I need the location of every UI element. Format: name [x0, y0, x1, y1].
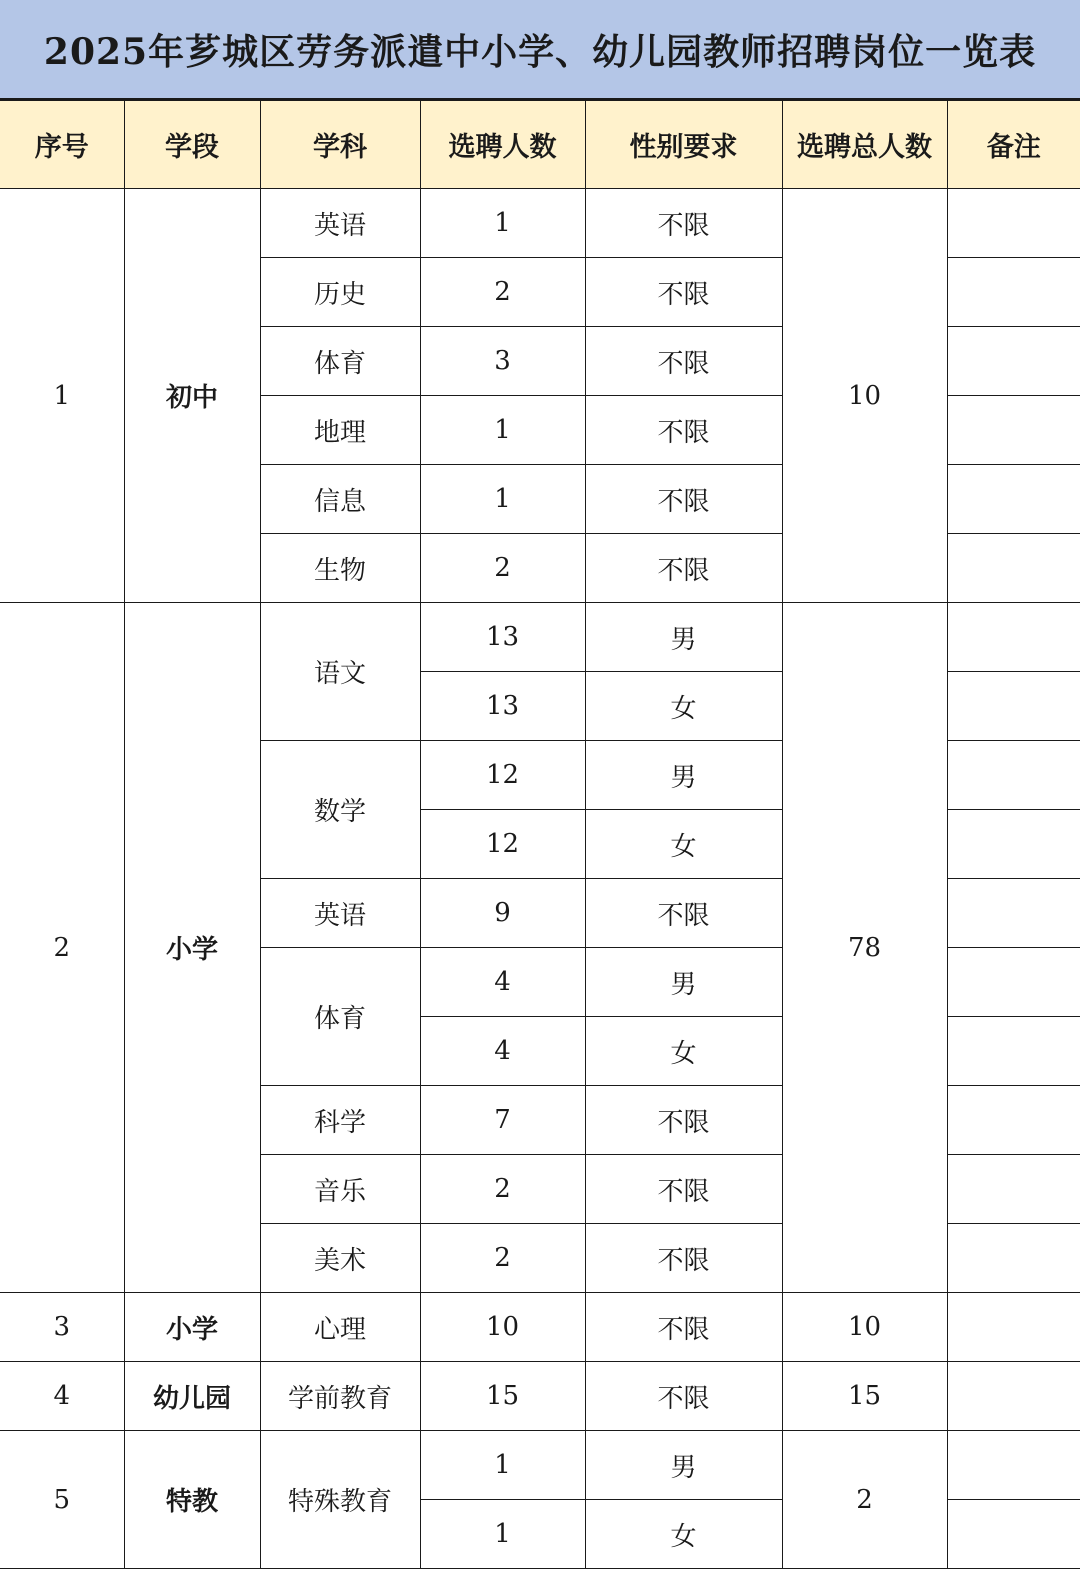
stage-cell: 幼儿园 — [124, 1362, 260, 1431]
gender-cell: 不限 — [585, 1362, 782, 1431]
gender-cell: 女 — [585, 672, 782, 741]
stage-cell: 小学 — [124, 1293, 260, 1362]
gender-cell: 不限 — [585, 1155, 782, 1224]
note-cell — [947, 1431, 1080, 1500]
note-cell — [947, 879, 1080, 948]
gender-cell: 女 — [585, 810, 782, 879]
stage-cell: 小学 — [124, 603, 260, 1293]
subject-cell: 生物 — [260, 534, 420, 603]
index-cell: 3 — [0, 1293, 124, 1362]
count-cell: 12 — [420, 741, 585, 810]
note-cell — [947, 1500, 1080, 1569]
note-cell — [947, 672, 1080, 741]
note-cell — [947, 1155, 1080, 1224]
gender-cell: 男 — [585, 948, 782, 1017]
stage-cell: 特教 — [124, 1431, 260, 1569]
count-cell: 2 — [420, 1224, 585, 1293]
total-cell: 10 — [782, 1293, 947, 1362]
note-cell — [947, 465, 1080, 534]
gender-cell: 不限 — [585, 327, 782, 396]
table-row — [0, 1293, 1080, 1362]
count-cell: 1 — [420, 1431, 585, 1500]
total-cell: 2 — [782, 1431, 947, 1569]
header-note: 备注 — [947, 101, 1080, 189]
count-cell: 13 — [420, 603, 585, 672]
gender-cell: 不限 — [585, 258, 782, 327]
header-index: 序号 — [0, 101, 124, 189]
count-cell: 1 — [420, 465, 585, 534]
page-title: 2025年芗城区劳务派遣中小学、幼儿园教师招聘岗位一览表 — [43, 30, 1037, 73]
gender-cell: 男 — [585, 741, 782, 810]
count-cell: 12 — [420, 810, 585, 879]
subject-cell: 体育 — [260, 327, 420, 396]
subject-cell: 心理 — [260, 1293, 420, 1362]
gender-cell: 不限 — [585, 879, 782, 948]
gender-cell: 不限 — [585, 1224, 782, 1293]
header-subject: 学科 — [260, 101, 420, 189]
note-cell — [947, 603, 1080, 672]
subject-cell: 体育 — [260, 948, 420, 1086]
subject-cell: 音乐 — [260, 1155, 420, 1224]
count-cell: 7 — [420, 1086, 585, 1155]
note-cell — [947, 534, 1080, 603]
count-cell: 1 — [420, 396, 585, 465]
gender-cell: 不限 — [585, 534, 782, 603]
index-cell: 5 — [0, 1431, 124, 1569]
note-cell — [947, 396, 1080, 465]
note-cell — [947, 741, 1080, 810]
subject-cell: 特殊教育 — [260, 1431, 420, 1569]
subject-cell: 英语 — [260, 879, 420, 948]
subject-cell: 地理 — [260, 396, 420, 465]
header-total: 选聘总人数 — [782, 101, 947, 189]
table-row — [0, 1362, 1080, 1431]
note-cell — [947, 189, 1080, 258]
gender-cell: 不限 — [585, 1293, 782, 1362]
table-row — [0, 189, 1080, 258]
gender-cell: 不限 — [585, 396, 782, 465]
index-cell: 1 — [0, 189, 124, 603]
count-cell: 4 — [420, 1017, 585, 1086]
subject-cell: 科学 — [260, 1086, 420, 1155]
note-cell — [947, 1362, 1080, 1431]
note-cell — [947, 1224, 1080, 1293]
index-cell: 2 — [0, 603, 124, 1293]
gender-cell: 女 — [585, 1500, 782, 1569]
gender-cell: 不限 — [585, 1086, 782, 1155]
title-bar — [0, 0, 1080, 100]
count-cell: 4 — [420, 948, 585, 1017]
subject-cell: 历史 — [260, 258, 420, 327]
note-cell — [947, 1086, 1080, 1155]
count-cell: 9 — [420, 879, 585, 948]
index-cell: 4 — [0, 1362, 124, 1431]
recruitment-table — [0, 100, 1080, 1569]
count-cell: 15 — [420, 1362, 585, 1431]
note-cell — [947, 258, 1080, 327]
total-cell: 10 — [782, 189, 947, 603]
count-cell: 1 — [420, 1500, 585, 1569]
gender-cell: 不限 — [585, 465, 782, 534]
count-cell: 10 — [420, 1293, 585, 1362]
count-cell: 1 — [420, 189, 585, 258]
gender-cell: 女 — [585, 1017, 782, 1086]
header-gender: 性别要求 — [585, 101, 782, 189]
subject-cell: 信息 — [260, 465, 420, 534]
subject-cell: 学前教育 — [260, 1362, 420, 1431]
stage-cell: 初中 — [124, 189, 260, 603]
total-cell: 78 — [782, 603, 947, 1293]
note-cell — [947, 327, 1080, 396]
total-cell: 15 — [782, 1362, 947, 1431]
table-row — [0, 603, 1080, 672]
count-cell: 13 — [420, 672, 585, 741]
gender-cell: 男 — [585, 1431, 782, 1500]
note-cell — [947, 810, 1080, 879]
count-cell: 2 — [420, 258, 585, 327]
subject-cell: 语文 — [260, 603, 420, 741]
count-cell: 2 — [420, 1155, 585, 1224]
subject-cell: 美术 — [260, 1224, 420, 1293]
gender-cell: 不限 — [585, 189, 782, 258]
subject-cell: 英语 — [260, 189, 420, 258]
header-count: 选聘人数 — [420, 101, 585, 189]
gender-cell: 男 — [585, 603, 782, 672]
note-cell — [947, 1017, 1080, 1086]
note-cell — [947, 1293, 1080, 1362]
header-stage: 学段 — [124, 101, 260, 189]
note-cell — [947, 948, 1080, 1017]
count-cell: 3 — [420, 327, 585, 396]
header-row — [0, 101, 1080, 189]
table-row — [0, 1431, 1080, 1500]
count-cell: 2 — [420, 534, 585, 603]
subject-cell: 数学 — [260, 741, 420, 879]
